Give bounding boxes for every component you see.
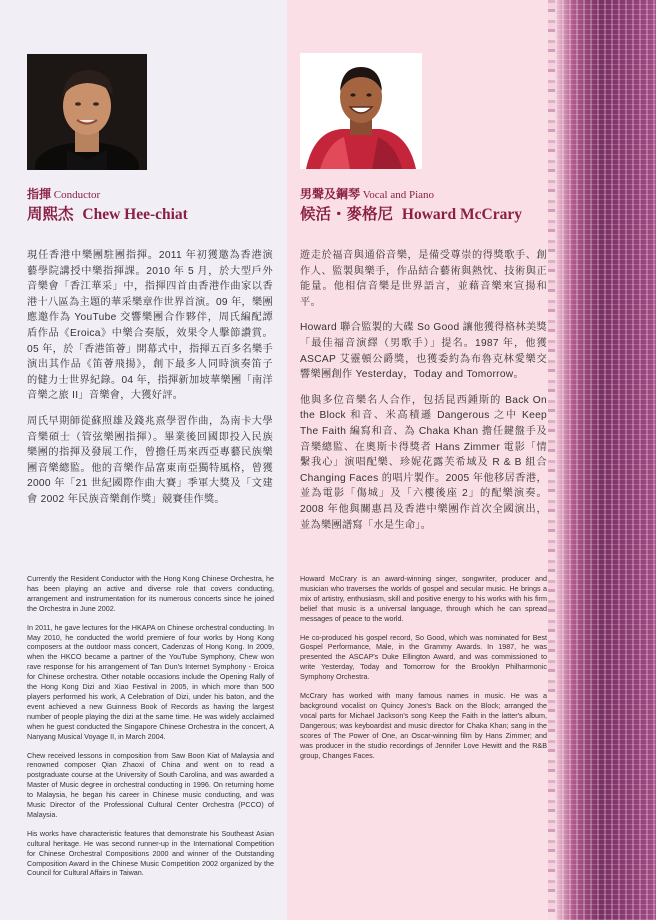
vocalist-name [300,202,522,224]
conductor-name-zh: 周熙杰 [27,206,74,223]
vocalist-name-en: Howard McCrary [401,206,522,223]
vocalist-bio-en [300,574,547,760]
vocalist-role-en: Vocal and Piano [362,189,435,201]
vocalist-bio-zh-paragraph: Howard 聯合監製的大碟 So Good 讓他獲得格林美獎「最佳福音演繹（男歌手）」提名。1987 年，他獲 ASCAP 艾靈頓公爵獎，也獲委約為布魯克林愛樂交響樂團創作 Yesterday，Today and Tomorrow。 [300,322,547,381]
vocalist-bio-zh [300,248,547,533]
conductor-bio-en-paragraph: Currently the Resident Conductor with the Hong Kong Chinese Orchestra, he has been playing an active and diverse role that covers conducting, arrangement and instrumentation for its numerous concerts since he joined the Orchestra in June 2002. [27,574,274,613]
vocalist-bio-zh-paragraph: 遊走於福音與通俗音樂，是備受尊崇的得獎歌手、創作人、監製與樂手，作品結合藝術與熱忱、技術與正能量。他相信音樂是世界語言，並藉音樂來宣揚和平。 [300,250,547,308]
vocalist-role-zh: 男聲及鋼琴 [300,187,361,201]
decorative-brush-strip [555,0,656,920]
conductor-bio-zh-paragraph: 現任香港中樂團駐團指揮。2011 年初獲邀為香港演藝學院講授中樂指揮課。2010 年 5 月，於大型戶外音樂會「香江華采」中，指揮四首由香港作曲家以香港十八區為主題的華采樂章作世界首演。09 年，樂團應邀作為 YouTube 交響樂團合作夥伴，周氏編配譚盾作品《Eroica》中樂合奏版，效果令人擊節讚賞。05 年，於「香港笛薈」開幕式中，指揮五百多名樂手演出其作品《笛薈飛揚》，創下最多人同時演奏笛子的健力士世界紀錄。04 年，指揮新加坡華樂團「南洋音樂之旅 II」音樂會，大獲好評。 [27,250,273,402]
conductor-bio-en-paragraph: Chew received lessons in composition from Saw Boon Kiat of Malaysia and renowned composer Qian Zhaoxi of China and went on to read a postgraduate course at the University of South Carolina, and was awarded a Master of Music degree in orchestral conducting in 1996. On returning home to Malaysia, he began his career in Chinese music conducting, and was Music Director of the Professional Cultural Center Orchestra (PCCO) of Malaysia. [27,750,274,819]
conductor-role-zh: 指揮 [27,187,52,201]
vocalist-role [300,185,434,202]
vocalist-bio-en-paragraph: Howard McCrary is an award-winning singer, songwriter, producer and musician who traverses the worlds of gospel and secular music. He brings a mix of artistry, enthusiasm, skill and positive energy to his works with his firm belief that music is a universal language, through which he can spread messages of peace to the world. [300,574,547,623]
conductor-bio-zh [27,248,273,508]
conductor-bio-en-paragraph: His works have characteristic features that demonstrate his Southeast Asian cultural heritage. He was second runner-up in the International Competition for Chinese Orchestral Compositions 2000 and winner of the Outstanding Composition Award in the Chinese Music Competition 2002 organized by the Council for Cultural Affairs in Taiwan. [27,828,274,878]
conductor-bio-en [27,574,274,878]
conductor-role [27,185,100,202]
conductor-bio-en-paragraph: In 2011, he gave lectures for the HKAPA on Chinese orchestral conducting. In May 2010, he conducted the world premiere of four works by Hong Kong composers at the outdoor mass concert, Cadenzas of Hong Kong. In 2009, when the HKCO became a partner of the YouTube Symphony, Chew won rave response for his arrangement of Tan Dun's Internet Symphony - Eroica for Chinese orchestra. Other notable occasions include the Opening Rally of the Hong Kong Dizi and Xiao Festival in 2005, in which more than 500 players performed his work, A Celebration of Dizi, under his baton, and the event achieved a new Guinness Book of Records as having the largest number of people playing the dizi at the same time. He was widely acclaimed when he guest conducted the Singapore Chinese Orchestra in the concert, A Nanyang Musical Voyage II, in March 2004. [27,622,274,741]
conductor-name [27,202,188,224]
vocalist-photo [300,53,422,169]
vocalist-bio-en-paragraph: He co-produced his gospel record, So Good, which was nominated for Best Gospel Performance, Male, in the Grammy Awards. In 1987, he was presented the ASCAP's Duke Ellington Award, and was commissioned to write Yesterday, Today and Tomorrow for the Brooklyn Philharmonic Symphony Orchestra. [300,632,547,682]
conductor-name-en: Chew Hee-chiat [82,206,188,223]
vocalist-name-zh: 候活・麥格尼 [300,206,394,223]
conductor-photo [27,54,147,170]
vocalist-bio-en-paragraph: McCrary has worked with many famous names in music. He was a background vocalist on Quincy Jones's Back on the Block; arranged the vocal parts for Michael Jackson's song Keep the Faith in the latter's album, Dangerous; was keyboardist and music director for Chaka Khan; sang in the scores of The Power of One, an Oscar-winning film by Hans Zimmer; and was producer in the studio recordings of Jennifer Love Hewitt and the R&B group, Changes Faces. [300,691,547,760]
conductor-bio-zh-paragraph: 周氏早期師從蘇照雄及錢兆熹學習作曲，為南卡大學音樂碩士（管弦樂團指揮）。畢業後回國即投入民族樂團的指揮及發展工作，曾擔任馬來西亞專藝民族樂團音樂總監。他的音樂作品富東南亞獨特風格，曾獲 2000 年「21 世紀國際作曲大賽」季軍大獎及「文建會 2002 年民族音樂創作獎」競賽佳作獎。 [27,415,273,505]
conductor-role-en: Conductor [53,189,101,201]
vocalist-bio-zh-paragraph: 他與多位音樂名人合作，包括昆西鍾斯的 Back On the Block 和音、米高積遜 Dangerous 之中 Keep The Faith 編寫和音、為 Chaka Khan 擔任鍵盤手及音樂總監、在奧斯卡得獎者 Hans Zimmer 電影「情繫我心」演唱配樂、珍妮花露芙希域及 R & B 組合 Changing Faces 的唱片製作。2005 年他移居香港，並為電影「傷城」及「六樓後座 2」的配樂演奏。2008 年他與關惠昌及香港中樂團作首次全國演出，並為樂團譜寫「水是生命」。 [300,394,547,531]
